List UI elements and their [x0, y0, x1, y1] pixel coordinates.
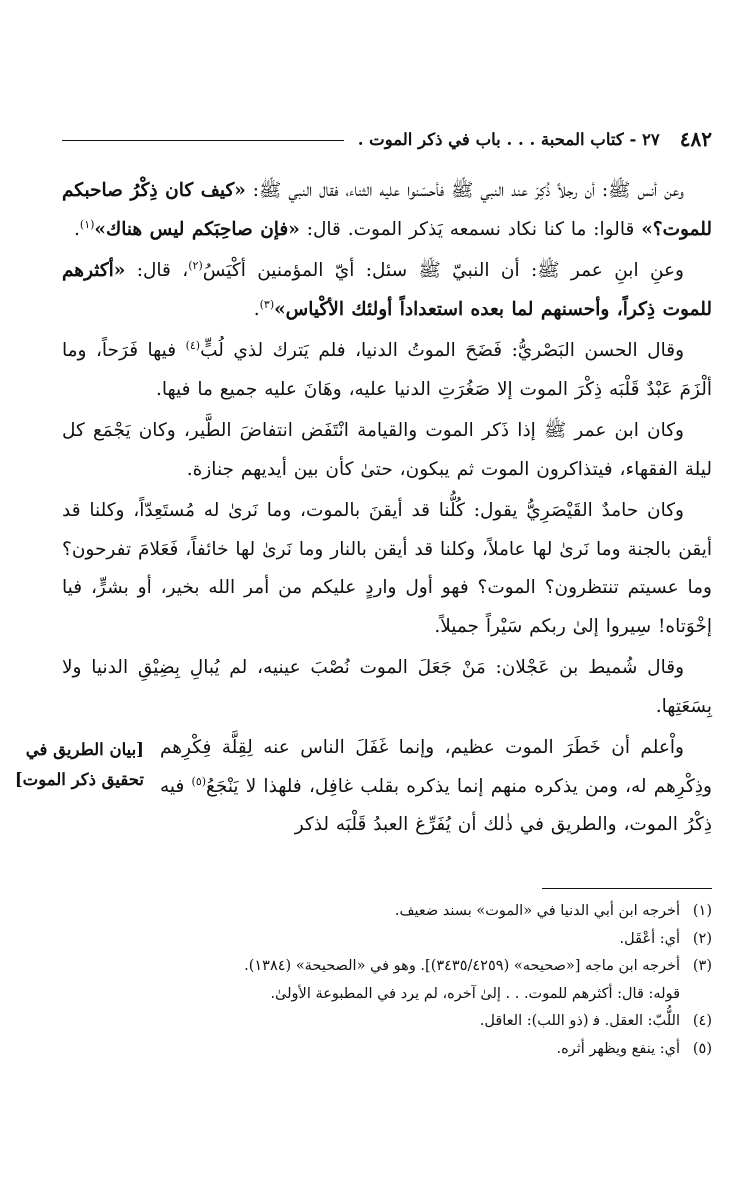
footnote-ref: (٤): [185, 338, 201, 352]
margin-heading: [بيان الطريق في تحقيق ذكر الموت]: [14, 740, 144, 789]
text-run: وعن أنس ﷺ: أن رجلاً ذُكِرَ عند النبي ﷺ فأحسَنوا عليه الثناء، فقال النبي ﷺ:: [245, 180, 684, 201]
footnote-number: (٥): [692, 1040, 712, 1057]
footnote-number: (٣): [692, 958, 712, 974]
book-page: [14, 0, 712, 1191]
footnote-ref: (٣): [259, 297, 275, 311]
paragraph: وكان حامدٌ القَيْصَرِيُّ يقول: كُلُّنا قد أيقنَ بالموت، وما نَرىٰ له مُستَعِدّاً، وكلنا قد أيقن بالجنة وما نَرىٰ لها عاملاً، وكلنا قد أيقن بالنار وما نَرىٰ لها خائفاً، فَعَلامَ تفرحون؟ وما عسيتم تنتظرون؟ الموت؟ فهو أول واردٍ عليكم من أمر الله بخير، أو بشرٍّ، فيا إخْوَتاه! سِيروا إلىٰ ربكم سَيْراً جميلاً.: [62, 500, 712, 637]
footnote-text: اللُّبّ: العقل. ﻓ (ذو اللب): العاقل.: [479, 1013, 680, 1029]
main-text: [14, 172, 712, 848]
footnote-item: [62, 953, 712, 981]
footnote-ref: (١): [79, 217, 95, 231]
text-run: وعنِ ابنِ عمر ﷺ: أن النبيّ ﷺ سئل: أيّ المؤمنين أكْيَسُ: [202, 260, 684, 281]
footnote-text: أي: أعْقَل.: [619, 930, 680, 947]
footnote-divider: [542, 888, 712, 889]
text-run: .: [253, 298, 260, 320]
footnote-text: أخرجه ابن ماجه [«صحيحه» (٣٤٣٥/٤٢٥٩)]. وهو في «الصحيحة» (١٣٨٤).: [244, 958, 680, 974]
footnote-number: (١): [692, 903, 712, 919]
paragraph: [62, 332, 712, 409]
paragraph: وقال شُميط بن عَجْلان: مَنْ جَعَلَ الموت نُصْبَ عينيه، لم يُبالِ بِضِيْقِ الدنيا ولا بِسَعَتِها.: [62, 657, 712, 717]
footnote-item: [62, 926, 712, 954]
text-run: فيها فَرَحاً، وما ألْزَمَ عَبْدٌ قَلْبَه ذِكْرَ الموت إلا صَغُرَتِ الدنيا عليه، وهَانَ عليه جميع ما فيها.: [62, 340, 712, 400]
chapter-title: ٢٧ - كتاب المحبة . . . باب في ذكر الموت .: [357, 129, 660, 149]
footnote-text: أي: ينفع ويظهر أثره.: [556, 1040, 680, 1057]
text-run: وقال الحسن البَصْريُّ: فَضَحَ الموتُ الدنيا، فلم يَترك لذي لُبٍّ: [200, 340, 684, 361]
text-run: .: [74, 218, 80, 240]
running-header: [62, 122, 712, 156]
footnote-item: [62, 898, 712, 926]
footnote-item: [62, 1036, 712, 1064]
text-run: ، قال:: [125, 260, 189, 281]
footnote-text: أخرجه ابن أبي الدنيا في «الموت» بسند ضعيف.: [394, 903, 680, 919]
paragraph: [62, 172, 712, 249]
footnote-ref: (٢): [188, 258, 203, 272]
hadith-quote: «فإن صاحِبَكم ليس هناك»: [94, 218, 300, 240]
footnote-number: (٢): [692, 930, 712, 947]
paragraph: وكان ابن عمر ﷺ إذا ذَكر الموت والقيامة انْتَفَض انتفاضَ الطَّير، وكان يَجْمَع كل ليلة الفقهاء، فيتذاكرون الموت ثم يبكون، حتىٰ كأن بين أيديهم جنازة.: [62, 420, 712, 480]
footnote-number: (٤): [692, 1013, 712, 1029]
page-number: ٤٨٢: [679, 127, 712, 151]
paragraph: [62, 252, 712, 329]
footnote-item: [62, 1008, 712, 1036]
hadith-quote: «أكثرهم للموت ذِكراً، وأحسنهم لما بعده استعداداً أولئك الأكْياس»: [62, 260, 712, 320]
header-rule: [62, 140, 344, 141]
text-run: قالوا: ما كنا نكاد نسمعه يَذكر الموت. قال:: [299, 218, 642, 240]
text-run: واْعلم أن خَطَرَ الموت عظيم، وإنما غَفَلَ الناس عنه لِقِلَّة فِكْرِهم وذِكْرِهم له، ومن يذكره منهم إنما يذكره بقلب غافِل، فلهذا لا يَنْجَعُ: [160, 737, 712, 797]
hadith-quote: «كيف كان ذِكْرُ صاحبكم للموت؟»: [62, 180, 712, 240]
footnote-ref: (٥): [191, 774, 207, 788]
footnote-continuation: قوله: قال: أكثرهم للموت. . . إلىٰ آخره، لم يرد في المطبوعة الأولىٰ.: [270, 985, 680, 1002]
paragraph: [160, 729, 712, 845]
section-with-sidenote: [14, 729, 712, 845]
text-run: فيه ذِكْرُ الموت، والطريق في ذٰلك أن يُفَرِّغ العبدُ قَلْبَه لذكر: [160, 775, 712, 835]
footnotes: [62, 898, 712, 1063]
